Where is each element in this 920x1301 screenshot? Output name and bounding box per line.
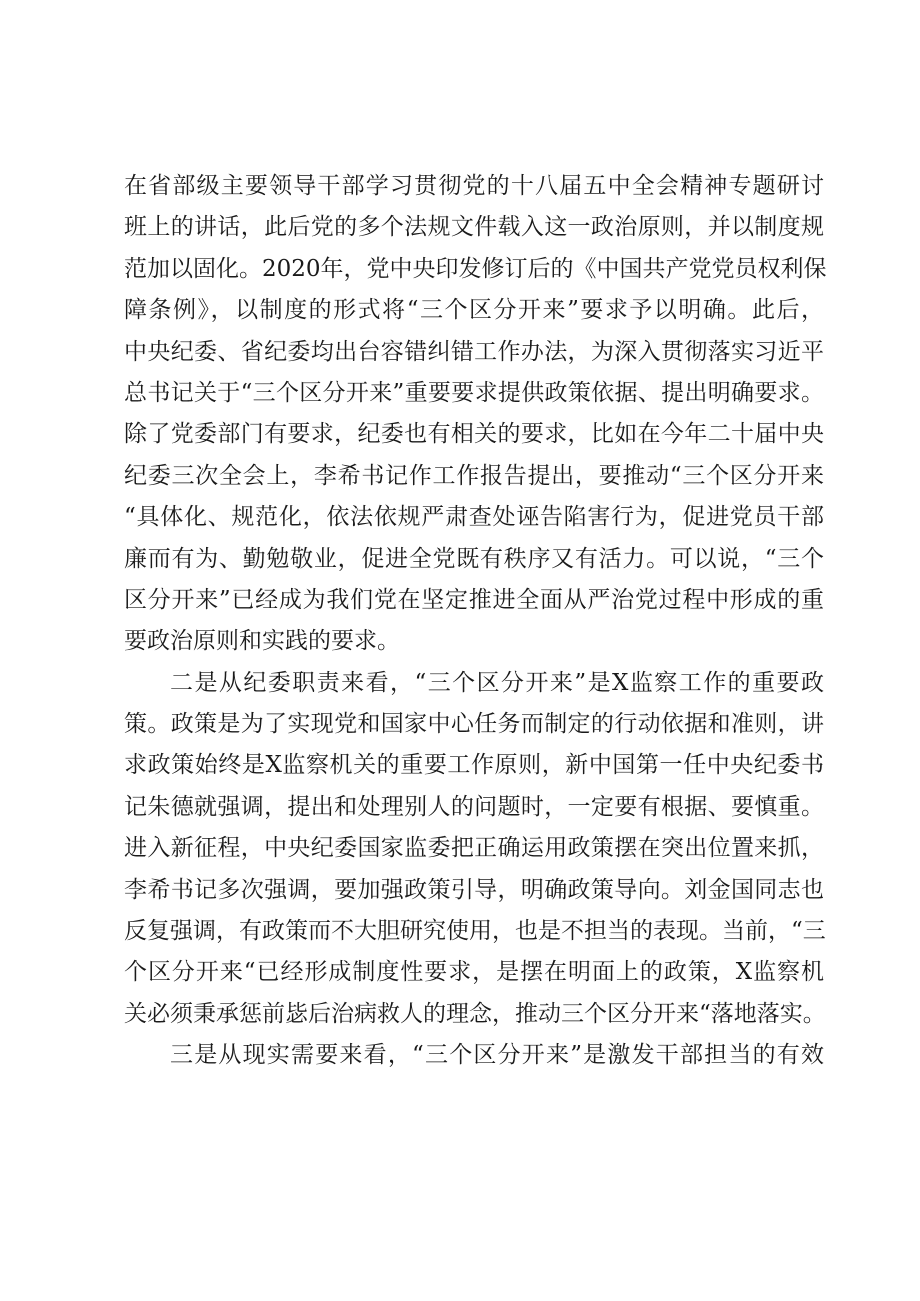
text-line: 策。政策是为了实现党和国家中心任务而制定的行动依据和准则，讲 (124, 711, 824, 738)
text-line: 要政治原则和实践的要求。 (124, 628, 400, 655)
text-line: 除了党委部门有要求，纪委也有相关的要求，比如在今年二十届中央 (124, 421, 824, 448)
text-line: 障条例》，以制度的形式将“三个区分开来”要求予以明确。此后， (124, 297, 824, 324)
text-line: 区分开来”已经成为我们党在坚定推进全面从严治党过程中形成的重 (124, 586, 824, 613)
text-line: 关必须秉承惩前毖后治病救人的理念，推动三个区分开来“落地落实。 (124, 1000, 826, 1027)
text-line: 廉而有为、勤勉敬业，促进全党既有秩序又有活力。可以说，“三个 (124, 545, 824, 572)
text-line: 纪委三次全会上，李希书记作工作报告提出，要推动“三个区分开来 (124, 462, 824, 489)
text-line: 二是从纪委职责来看，“三个区分开来”是X监察工作的重要政 (170, 669, 824, 696)
text-line: 求政策始终是X监察机关的重要工作原则，新中国第一任中央纪委书 (124, 752, 824, 779)
text-line: 记朱德就强调，提出和处理别人的问题时，一定要有根据、要慎重。 (124, 793, 824, 820)
text-line: 个区分开来“已经形成制度性要求，是摆在明面上的政策，X监察机 (124, 959, 824, 986)
document-body (124, 166, 827, 1077)
text-line: “具体化、规范化，依法依规严肃查处诬告陷害行为，促进党员干部 (124, 504, 824, 531)
text-line: 在省部级主要领导干部学习贯彻党的十八届五中全会精神专题研讨 (124, 173, 824, 199)
text-line: 班上的讲话，此后党的多个法规文件载入这一政治原则，并以制度规 (124, 214, 824, 241)
text-line: 三是从现实需要来看，“三个区分开来”是激发干部担当的有效 (170, 1042, 824, 1069)
text-line: 反复强调，有政策而不大胆研究使用，也是不担当的表现。当前，“三 (124, 918, 826, 945)
text-line: 范加以固化。2020年，党中央印发修订后的《中国共产党党员权利保 (124, 255, 827, 282)
text-line: 总书记关于“三个区分开来”重要要求提供政策依据、提出明确要求。 (124, 379, 824, 406)
text-line: 李希书记多次强调，要加强政策引导，明确政策导向。刘金国同志也 (124, 876, 824, 903)
text-line: 中央纪委、省纪委均出台容错纠错工作办法，为深入贯彻落实习近平 (124, 338, 824, 365)
text-line: 进入新征程，中央纪委国家监委把正确运用政策摆在突出位置来抓， (124, 835, 824, 862)
